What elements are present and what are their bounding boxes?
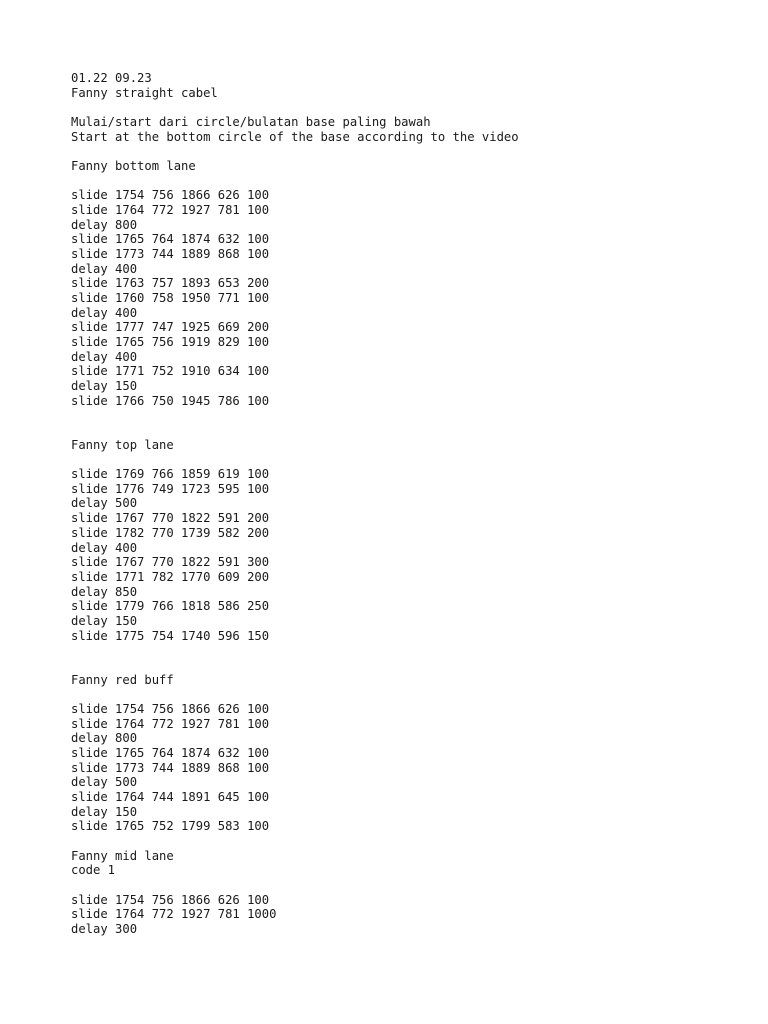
slide-command-line: slide 1773 744 1889 868 100 (71, 760, 270, 775)
blank-line (71, 100, 751, 115)
slide-command-line: slide 1776 749 1723 595 100 (71, 481, 270, 496)
slide-command-line: slide 1769 766 1859 619 100 (71, 467, 270, 482)
slide-command-line: slide 1760 758 1950 771 100 (71, 291, 270, 306)
slide-command-line: slide 1764 744 1891 645 100 (71, 789, 270, 804)
text-line: Fanny straight cabel (71, 85, 218, 100)
slide-command-line: slide 1766 750 1945 786 100 (71, 393, 270, 408)
text-line: code 1 (71, 863, 116, 878)
slide-command-line: slide 1782 770 1739 582 200 (71, 525, 270, 540)
slide-command-line: slide 1775 754 1740 596 150 (71, 628, 270, 643)
slide-command-line: slide 1777 747 1925 669 200 (71, 320, 270, 335)
delay-command-line: delay 500 (71, 775, 138, 790)
slide-command-line: slide 1764 772 1927 781 100 (71, 203, 270, 218)
slide-command-line: slide 1764 772 1927 781 100 (71, 716, 270, 731)
delay-command-line: delay 300 (71, 921, 138, 936)
slide-command-line: slide 1763 757 1893 653 200 (71, 276, 270, 291)
slide-command-line: slide 1771 752 1910 634 100 (71, 364, 270, 379)
slide-command-line: slide 1779 766 1818 586 250 (71, 599, 270, 614)
section-heading: Fanny top lane (71, 437, 174, 452)
slide-command-line: slide 1754 756 1866 626 100 (71, 188, 270, 203)
slide-command-line: slide 1765 756 1919 829 100 (71, 335, 270, 350)
document-page (71, 71, 751, 937)
blank-line (71, 643, 751, 658)
delay-command-line: delay 150 (71, 804, 138, 819)
slide-command-line: slide 1765 752 1799 583 100 (71, 819, 270, 834)
blank-line (71, 144, 751, 159)
slide-command-line: slide 1773 744 1889 868 100 (71, 247, 270, 262)
text-line: Mulai/start dari circle/bulatan base paling bawah (71, 115, 431, 130)
slide-command-line: slide 1765 764 1874 632 100 (71, 745, 270, 760)
slide-command-line: slide 1754 756 1866 626 100 (71, 892, 270, 907)
delay-command-line: delay 150 (71, 613, 138, 628)
delay-command-line: delay 800 (71, 217, 138, 232)
section-heading: Fanny mid lane (71, 848, 174, 863)
delay-command-line: delay 500 (71, 496, 138, 511)
blank-line (71, 452, 751, 467)
blank-line (71, 408, 751, 423)
slide-command-line: slide 1764 772 1927 781 1000 (71, 907, 277, 922)
blank-line (71, 658, 751, 673)
slide-command-line: slide 1771 782 1770 609 200 (71, 569, 270, 584)
text-line: 01.22 09.23 (71, 71, 152, 85)
blank-line (71, 174, 751, 189)
blank-line (71, 878, 751, 893)
text-line: Start at the bottom circle of the base according to the video (71, 129, 519, 144)
blank-line (71, 423, 751, 438)
delay-command-line: delay 850 (71, 584, 138, 599)
blank-line (71, 687, 751, 702)
slide-command-line: slide 1765 764 1874 632 100 (71, 232, 270, 247)
slide-command-line: slide 1767 770 1822 591 200 (71, 511, 270, 526)
section-heading: Fanny red buff (71, 672, 174, 687)
delay-command-line: delay 150 (71, 379, 138, 394)
slide-command-line: slide 1754 756 1866 626 100 (71, 701, 270, 716)
delay-command-line: delay 400 (71, 305, 138, 320)
delay-command-line: delay 400 (71, 540, 138, 555)
delay-command-line: delay 800 (71, 731, 138, 746)
delay-command-line: delay 400 (71, 349, 138, 364)
delay-command-line: delay 400 (71, 261, 138, 276)
section-heading: Fanny bottom lane (71, 159, 196, 174)
slide-command-line: slide 1767 770 1822 591 300 (71, 555, 270, 570)
blank-line (71, 834, 751, 849)
